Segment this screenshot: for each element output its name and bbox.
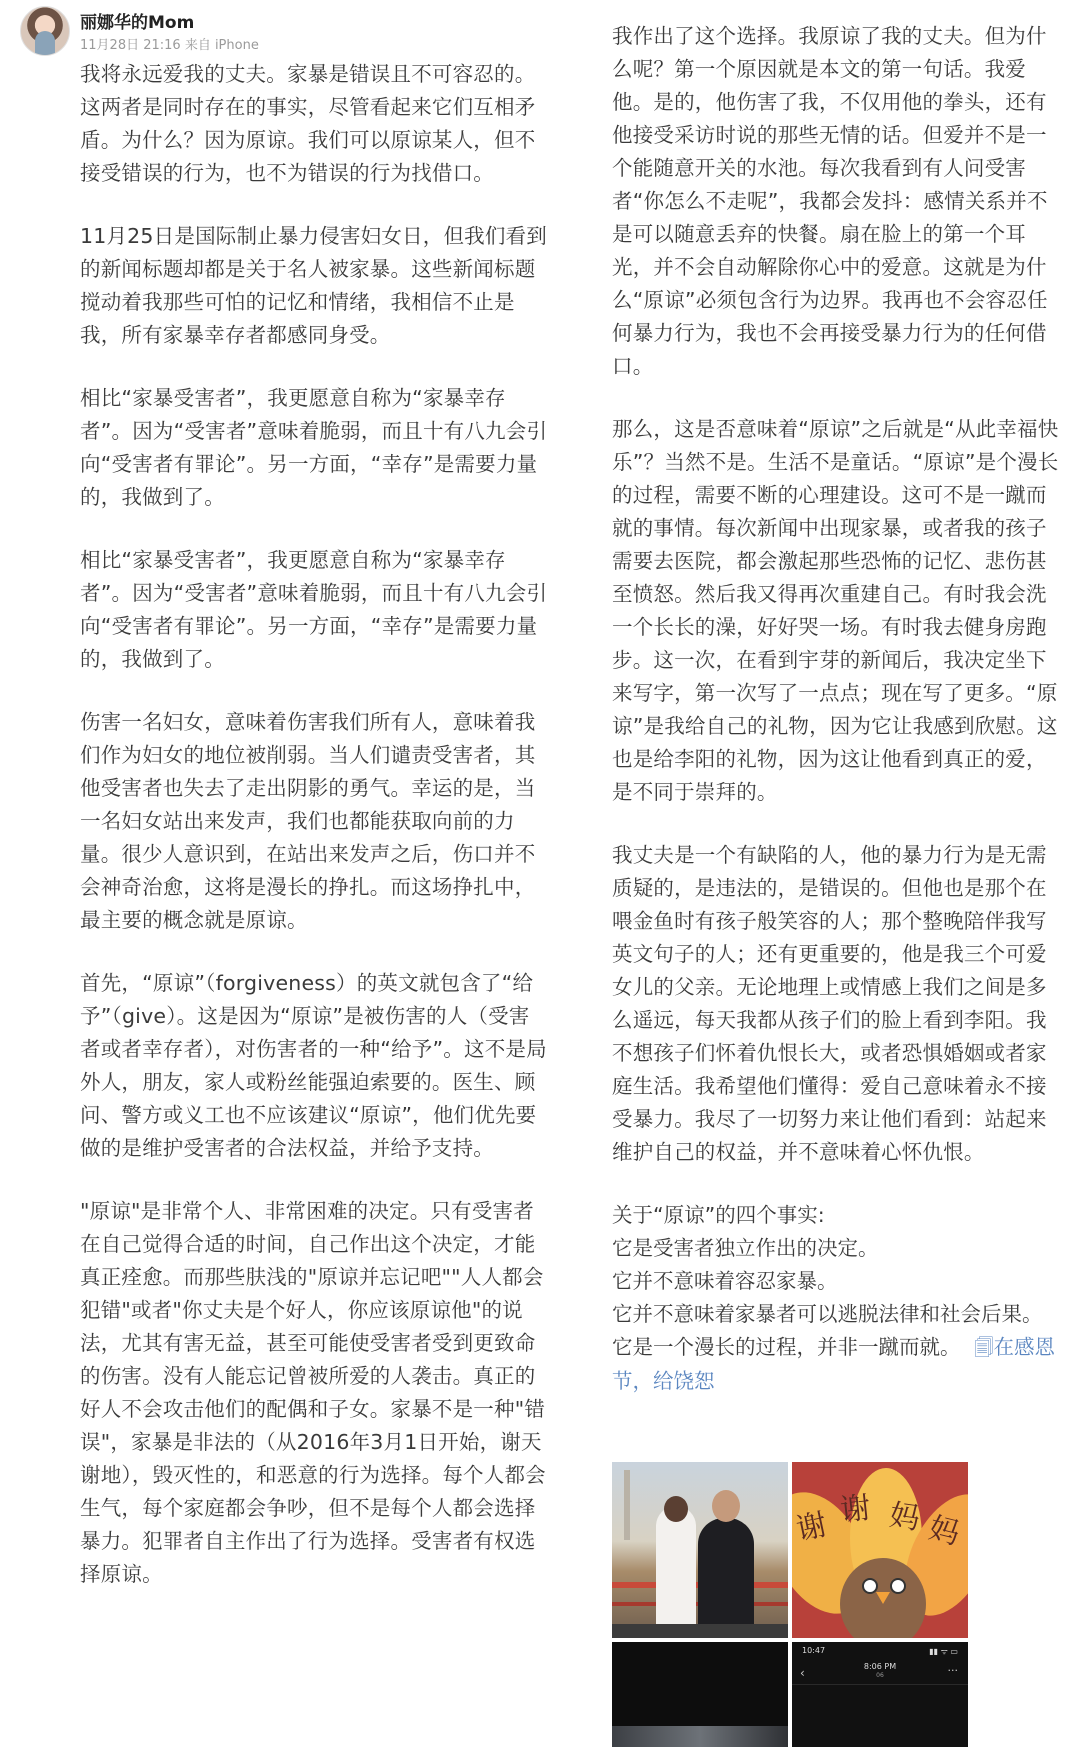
post-header <box>20 6 420 58</box>
photo-dark-strip <box>612 1726 788 1747</box>
screenshot-more-icon: ··· <box>947 1664 958 1677</box>
photo-woman-figure <box>656 1506 696 1638</box>
photo-man-head <box>712 1490 740 1522</box>
photo-phone-screenshot[interactable] <box>792 1642 968 1747</box>
avatar-figure <box>35 31 55 55</box>
photo-grid <box>612 1462 968 1747</box>
paragraph: 11月25日是国际制止暴力侵害妇女日，但我们看到的新闻标题却都是关于名人被家暴。这些新闻标题搅动着我那些可怕的记忆和情绪，我相信不止是我，所有家暴幸存者都感同身受。 <box>80 224 547 347</box>
paragraph: 我将永远爱我的丈夫。家暴是错误且不可容忍的。这两者是同时存在的事实，尽管看起来它们互相矛盾。为什么？因为原谅。我们可以原谅某人，但不接受错误的行为，也不为错误的行为找借口。 <box>80 62 536 185</box>
paragraph: "原谅"是非常个人、非常困难的决定。只有受害者在自己觉得合适的时间，自己作出这个决定，才能真正痊愈。而那些肤浅的"原谅并忘记吧""人人都会犯错"或者"你丈夫是个好人，你应该原谅他"的说法，尤其有害无益，甚至可能使受害者受到更致命的伤害。没有人能忘记曾被所爱的人袭击。真正的好人不会攻击他们的配偶和子女。家暴不是一种"错误"，家暴是非法的（从2016年3月1日开始，谢天谢地），毁灭性的，和恶意的行为选择。每个人都会生气，每个家庭都会争吵，但不是每个人都会选择暴力。犯罪者自主作出了行为选择。受害者有权选择原谅。 <box>80 1199 546 1586</box>
turkey-text-char: 谢 <box>793 1507 831 1548</box>
fact-item: 它并不意味着家暴者可以逃脱法律和社会后果。 <box>612 1302 1043 1326</box>
user-avatar[interactable] <box>20 6 70 56</box>
fact-item: 它并不意味着容忍家暴。 <box>612 1269 838 1293</box>
paragraph: 首先，“原谅”（forgiveness）的英文就包含了“给予”（give）。这是因为“原谅”是被伤害的人（受害者或者幸存者），对伤害者的一种“给予”。这不是局外人，朋友，家人或粉丝能强迫索要的。医生、顾问、警方或义工也不应该建议“原谅”，他们优先要做的是维护受害者的合法权益，并给予支持。 <box>80 971 547 1160</box>
screenshot-status-time: 10:47 <box>802 1646 826 1655</box>
photo-woman-head <box>664 1496 688 1522</box>
paragraph: 伤害一名妇女，意味着伤害我们所有人，意味着我们作为妇女的地位被削弱。当人们谴责受害者，其他受害者也失去了走出阴影的勇气。幸运的是，当一名妇女站出来发声，我们也都能获取向前的力量。很少人意识到，在站出来发声之后，伤口并不会神奇治愈，这将是漫长的挣扎。而这场挣扎中，最主要的概念就是原谅。 <box>80 710 536 932</box>
facts-title: 关于“原谅”的四个事实: <box>612 1203 825 1227</box>
photo-ground <box>612 1624 788 1638</box>
paragraph: 我作出了这个选择。我原谅了我的丈夫。但为什么呢？第一个原因就是本文的第一句话。我爱他。是的，他伤害了我，不仅用他的拳头，还有他接受采访时说的那些无情的话。但爱并不是一个能随意开关的水池。每次我看到有人问受害者“你怎么不走呢”，我都会发抖：感情关系并不是可以随意丢弃的快餐。扇在脸上的第一个耳光，并不会自动解除你心中的爱意。这就是为什么“原谅”必须包含行为边界。我再也不会容忍任何暴力行为，我也不会再接受暴力行为的任何借口。 <box>612 24 1048 378</box>
paragraph: 相比“家暴受害者”，我更愿意自称为“家暴幸存者”。因为“受害者”意味着脆弱，而且十有八九会引向“受害者有罪论”。另一方面，“幸存”是需要力量的，我做到了。 <box>80 548 548 671</box>
photo-thankyou-turkey[interactable] <box>792 1462 968 1638</box>
photo-man-figure <box>698 1518 754 1638</box>
photo-dark[interactable] <box>612 1642 788 1747</box>
paragraph: 相比“家暴受害者”，我更愿意自称为“家暴幸存者”。因为“受害者”意味着脆弱，而且十有八九会引向“受害者有罪论”。另一方面，“幸存”是需要力量的，我做到了。 <box>80 386 548 509</box>
fact-item-with-link <box>612 1331 1067 1398</box>
screenshot-status-icons: ▮▮ ᯤ ▭ <box>929 1647 958 1656</box>
right-text-column <box>612 20 1067 1398</box>
turkey-beak <box>876 1592 890 1604</box>
paragraph: 我丈夫是一个有缺陷的人，他的暴力行为是无需质疑的，是违法的，是错误的。但他也是那个在喂金鱼时有孩子般笑容的人；那个整晚陪伴我写英文句子的人；还有更重要的，他是我三个可爱女儿的父亲。无论地理上或情感上我们之间是多么遥远，每天我都从孩子们的脸上看到李阳。我不想孩子们怀着仇恨长大，或者恐惧婚姻或者家庭生活。我希望他们懂得：爱自己意味着永不接受暴力。我尽了一切努力来让他们看到：站起来维护自己的权益，并不意味着心怀仇恨。 <box>612 843 1047 1164</box>
screenshot-divider <box>792 1684 968 1685</box>
left-text-column <box>80 58 550 1591</box>
fact-item: 它是一个漫长的过程，并非一蹴而就。 <box>612 1335 961 1359</box>
screenshot-time-sub: 06 <box>876 1672 884 1679</box>
username[interactable]: 丽娜华的Mom <box>80 13 195 33</box>
forgiveness-facts <box>612 1199 1067 1398</box>
post-timestamp-source: 11月28日 21:16 来自 iPhone <box>80 38 259 53</box>
screenshot-time: 8:06 PM <box>863 1662 897 1671</box>
turkey-eye <box>890 1578 906 1594</box>
turkey-text-char: 妈 <box>887 1498 922 1537</box>
photo-tower-shape <box>624 1470 630 1540</box>
article-link[interactable]: 在感恩节，给饶恕 <box>612 1335 1055 1393</box>
turkey-text-char: 谢 <box>838 1490 873 1529</box>
screenshot-back-icon: ‹ <box>800 1666 805 1680</box>
paragraph: 那么，这是否意味着“原谅”之后就是“从此幸福快乐”？当然不是。生活不是童话。“原谅”是个漫长的过程，需要不断的心理建设。这可不是一蹴而就的事情。每次新闻中出现家暴，或者我的孩子需要去医院，都会激起那些恐怖的记忆、悲伤甚至愤怒。然后我又得再次重建自己。有时我会洗一个长长的澡，好好哭一场。有时我去健身房跑步。这一次，在看到宇芽的新闻后，我决定坐下来写字，第一次写了一点点；现在写了更多。“原谅”是我给自己的礼物，因为它让我感到欣慰。这也是给李阳的礼物，因为这让他看到真正的爱，是不同于崇拜的。 <box>612 417 1059 804</box>
turkey-text-char: 妈 <box>925 1510 963 1553</box>
fact-item: 它是受害者独立作出的决定。 <box>612 1236 879 1260</box>
article-link-icon[interactable]: 🗐 <box>974 1337 994 1359</box>
photo-couple[interactable] <box>612 1462 788 1638</box>
